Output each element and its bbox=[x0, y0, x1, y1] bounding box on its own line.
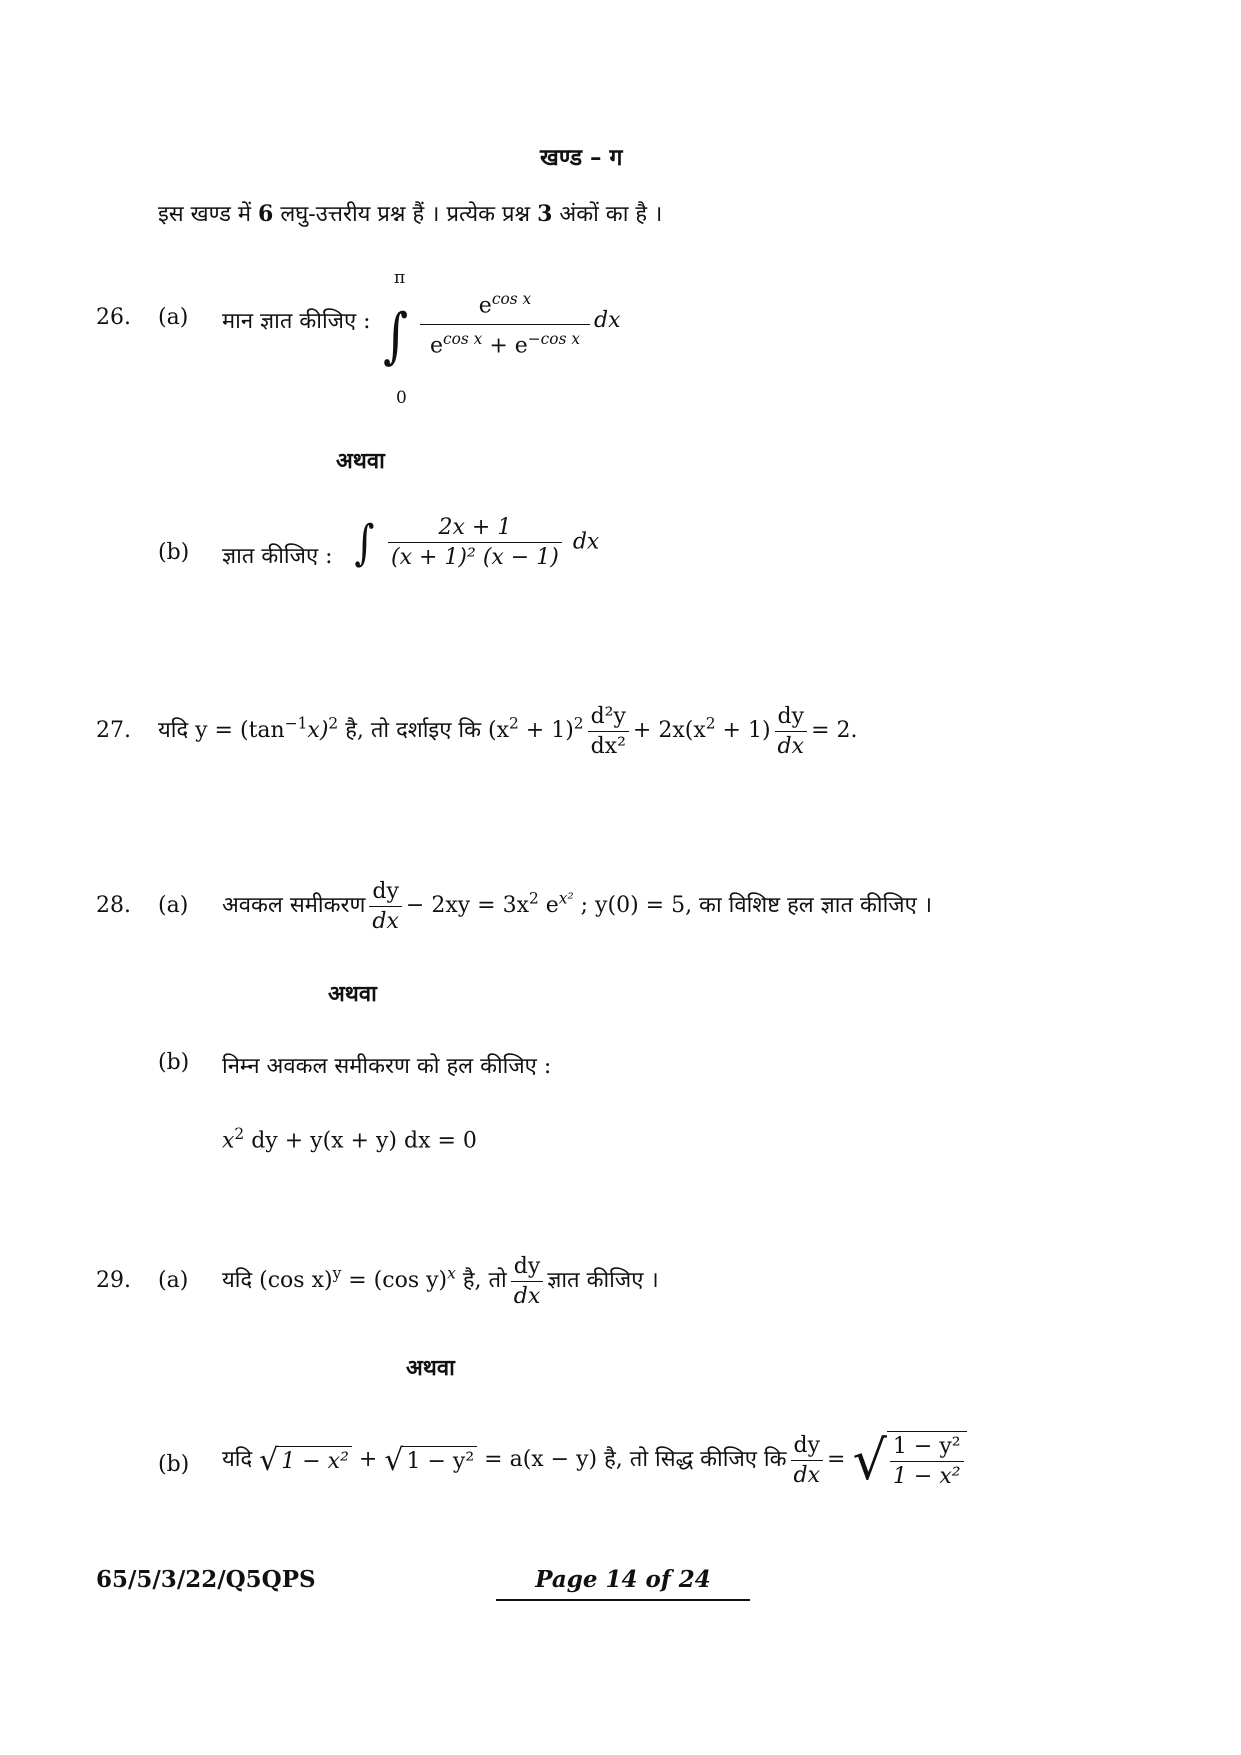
q26-b-integral bbox=[352, 515, 599, 570]
q29-a-label: (a) bbox=[158, 1268, 189, 1293]
q29-b-sqrt-fraction: √ $\frac{\text{1 − y²}}{\text{1 − x²}}$ bbox=[852, 1429, 966, 1492]
q27-fraction-1: $\frac{\text{d²y}}{\text{dx²}}$ bbox=[588, 704, 629, 759]
q28-number: 28. bbox=[96, 893, 131, 918]
q26-a-dx: dx bbox=[594, 308, 621, 333]
q27-equation: यदि $y = (\tan^{-1}x)^2$ है, तो दर्शाइए कि $(x^2 + 1)^2$ $\frac{\text{d²y}}{\text{dx²}}$ + $2x(x^2 + 1)$ $\frac{dy}{dx}$ = 2. bbox=[158, 703, 858, 759]
q26-b-dx: dx bbox=[572, 529, 600, 555]
q28-or: अथवा bbox=[328, 981, 377, 1007]
q26-b-fraction: $\frac{2x + 1}{\text{(x + 1)² (x − 1)}}$ bbox=[388, 515, 562, 570]
section-title: खण्ड – ग bbox=[540, 144, 623, 171]
q29-b-sqrt-1: √ 1 − x² bbox=[259, 1443, 352, 1478]
q29-b-fraction: $\frac{dy}{dx}$ bbox=[791, 1433, 824, 1488]
square-root-icon: √ bbox=[852, 1428, 887, 1492]
q29-or: अथवा bbox=[406, 1355, 455, 1381]
integral-sign-icon: ∫ bbox=[354, 514, 375, 571]
q28-a-label: (a) bbox=[158, 893, 189, 918]
q29-b-sqrt-2: √ 1 − y² bbox=[384, 1443, 477, 1478]
q26-a-text: मान ज्ञात कीजिए : bbox=[222, 309, 371, 334]
footer-page-number: Page 14 of 24 bbox=[496, 1566, 750, 1601]
q27-fraction-2: $\frac{dy}{dx}$ bbox=[775, 704, 808, 759]
q26-number: 26. bbox=[96, 305, 131, 330]
q29-b-equation: यदि √ 1 − x² + √ 1 − y² = a(x − y) है, तो सिद्ध कीजिए कि $\frac{dy}{dx}$ = √ $\frac{\text{1 − y²}}{\text{1 − x²}}$ bbox=[222, 1420, 967, 1500]
q28-b-label: (b) bbox=[158, 1050, 190, 1075]
q27-number: 27. bbox=[96, 718, 131, 743]
q26-a-integral bbox=[380, 268, 620, 408]
footer-code: 65/5/3/22/Q5QPS bbox=[96, 1566, 316, 1593]
q29-number: 29. bbox=[96, 1268, 131, 1293]
q26-b-label: (b) bbox=[158, 540, 190, 565]
integral-sign-icon: ∫ bbox=[383, 301, 409, 371]
q28-a-fraction: $\frac{dy}{dx}$ bbox=[369, 879, 402, 934]
fraction-bar bbox=[420, 324, 590, 325]
q28-b-text: निम्न अवकल समीकरण को हल कीजिए : bbox=[222, 1054, 552, 1079]
q28-a-equation: अवकल समीकरण $\frac{dy}{dx}$ − $2xy = 3x^2$ $e^{x^2}$ ; y(0) = 5, का विशिष्ट हल ज्ञात कीजिए । bbox=[222, 878, 933, 934]
q29-a-equation: यदि (cos x)$^y$ = (cos y)$^x$ है, तो $\frac{dy}{dx}$ ज्ञात कीजिए । bbox=[222, 1253, 659, 1309]
section-instruction: इस खण्ड में 6 लघु-उत्तरीय प्रश्न हैं । प्रत्येक प्रश्न 3 अंकों का है । bbox=[158, 201, 663, 227]
q26-or: अथवा bbox=[336, 448, 385, 474]
q26-a-numerator: $e^{cos x}$ bbox=[478, 290, 532, 319]
q26-b-text: ज्ञात कीजिए : bbox=[222, 544, 333, 569]
q29-b-label: (b) bbox=[158, 1452, 190, 1477]
q28-b-equation: $x^2$ dy + y(x + y) dx = 0 bbox=[222, 1125, 477, 1154]
q26-a-lower-limit: 0 bbox=[396, 388, 407, 408]
q26-a-label: (a) bbox=[158, 305, 189, 330]
q26-a-denominator: $e^{cos x} + e^{-cos x}$ bbox=[429, 330, 581, 359]
square-root-icon: √ bbox=[384, 1442, 404, 1478]
square-root-icon: √ bbox=[259, 1442, 279, 1478]
q26-a-upper-limit: π bbox=[394, 268, 406, 288]
q29-a-fraction: $\frac{dy}{dx}$ bbox=[511, 1254, 544, 1309]
